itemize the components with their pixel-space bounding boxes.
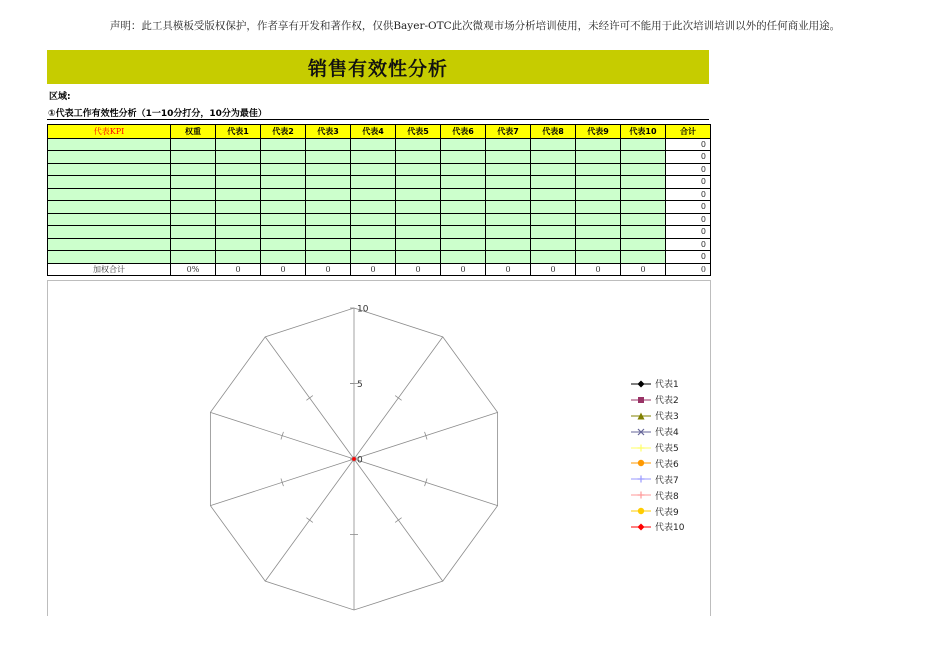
legend-marker-square-icon <box>631 395 651 405</box>
weighted-total-rep-7: 0 <box>486 263 531 276</box>
table-row <box>48 151 711 164</box>
legend-label: 代表3 <box>655 412 679 423</box>
kpi-name-cell[interactable] <box>48 201 171 214</box>
score-cell[interactable] <box>531 201 576 214</box>
header-rep-2: 代表2 <box>261 125 306 139</box>
score-cell[interactable] <box>531 251 576 264</box>
score-cell[interactable] <box>396 251 441 264</box>
legend-marker-circle-icon <box>631 506 651 516</box>
legend-item-rep-2 <box>631 392 684 408</box>
row-total-cell: 0 <box>666 201 711 214</box>
score-cell[interactable] <box>576 163 621 176</box>
weight-cell[interactable] <box>171 163 216 176</box>
row-total-cell: 0 <box>666 176 711 189</box>
kpi-name-cell[interactable] <box>48 251 171 264</box>
score-cell[interactable] <box>576 251 621 264</box>
score-cell[interactable] <box>486 138 531 151</box>
weighted-total-rep-2: 0 <box>261 263 306 276</box>
kpi-name-cell[interactable] <box>48 188 171 201</box>
legend-item-rep-9 <box>631 503 684 519</box>
table-row <box>48 213 711 226</box>
score-cell[interactable] <box>306 176 351 189</box>
weighted-total-sum: 0 <box>666 263 711 276</box>
score-cell[interactable] <box>216 138 261 151</box>
header-rep-10: 代表10 <box>621 125 666 139</box>
score-cell[interactable] <box>306 226 351 239</box>
score-cell[interactable] <box>261 251 306 264</box>
header-rep-6: 代表6 <box>441 125 486 139</box>
score-cell[interactable] <box>441 163 486 176</box>
header-rep-7: 代表7 <box>486 125 531 139</box>
score-cell[interactable] <box>396 201 441 214</box>
score-cell[interactable] <box>441 238 486 251</box>
section-divider <box>47 119 709 120</box>
score-cell[interactable] <box>261 226 306 239</box>
legend-marker-triangle-icon <box>631 411 651 421</box>
kpi-name-cell[interactable] <box>48 176 171 189</box>
score-cell[interactable] <box>621 251 666 264</box>
score-cell[interactable] <box>306 188 351 201</box>
score-cell[interactable] <box>351 238 396 251</box>
table-row <box>48 251 711 264</box>
chart-legend <box>631 376 684 535</box>
weighted-total-rep-6: 0 <box>441 263 486 276</box>
score-cell[interactable] <box>531 138 576 151</box>
weight-cell[interactable] <box>171 188 216 201</box>
score-cell[interactable] <box>441 176 486 189</box>
kpi-name-cell[interactable] <box>48 151 171 164</box>
header-total: 合计 <box>666 125 711 139</box>
legend-marker-plus-icon <box>631 474 651 484</box>
legend-label: 代表6 <box>655 459 679 470</box>
legend-item-rep-10 <box>631 519 684 535</box>
score-cell[interactable] <box>351 251 396 264</box>
score-cell[interactable] <box>531 238 576 251</box>
weighted-total-label: 加权合计 <box>48 263 171 276</box>
weight-cell[interactable] <box>171 238 216 251</box>
kpi-name-cell[interactable] <box>48 163 171 176</box>
score-cell[interactable] <box>486 151 531 164</box>
header-rep-4: 代表4 <box>351 125 396 139</box>
score-cell[interactable] <box>441 138 486 151</box>
score-cell[interactable] <box>576 188 621 201</box>
weight-cell[interactable] <box>171 226 216 239</box>
kpi-name-cell[interactable] <box>48 213 171 226</box>
score-cell[interactable] <box>621 213 666 226</box>
radar-axis-tick <box>395 518 401 523</box>
weighted-total-weight: 0% <box>171 263 216 276</box>
legend-item-rep-3 <box>631 408 684 424</box>
header-rep-1: 代表1 <box>216 125 261 139</box>
score-cell[interactable] <box>306 138 351 151</box>
score-cell[interactable] <box>261 201 306 214</box>
table-header-row <box>48 125 711 139</box>
legend-marker-plus-icon <box>631 490 651 500</box>
score-cell[interactable] <box>306 238 351 251</box>
score-cell[interactable] <box>216 213 261 226</box>
page-title-bar <box>47 50 709 84</box>
header-weight: 权重 <box>171 125 216 139</box>
legend-item-rep-1 <box>631 376 684 392</box>
weighted-total-rep-9: 0 <box>576 263 621 276</box>
score-cell[interactable] <box>621 188 666 201</box>
legend-marker-x-icon <box>631 427 651 437</box>
score-cell[interactable] <box>351 138 396 151</box>
legend-item-rep-8 <box>631 487 684 503</box>
radar-chart-area <box>47 280 711 616</box>
weighted-total-rep-8: 0 <box>531 263 576 276</box>
weighted-total-row <box>48 263 711 276</box>
score-cell[interactable] <box>396 238 441 251</box>
score-cell[interactable] <box>351 163 396 176</box>
row-total-cell: 0 <box>666 226 711 239</box>
score-cell[interactable] <box>351 151 396 164</box>
score-cell[interactable] <box>531 151 576 164</box>
row-total-cell: 0 <box>666 151 711 164</box>
score-cell[interactable] <box>351 226 396 239</box>
section-title: ①代表工作有效性分析（1一10分打分，10分为最佳） <box>48 109 267 119</box>
row-total-cell: 0 <box>666 251 711 264</box>
score-cell[interactable] <box>576 226 621 239</box>
radar-scale-label: 5 <box>357 380 363 390</box>
score-cell[interactable] <box>531 226 576 239</box>
weighted-total-rep-4: 0 <box>351 263 396 276</box>
score-cell[interactable] <box>396 151 441 164</box>
weight-cell[interactable] <box>171 176 216 189</box>
score-cell[interactable] <box>306 201 351 214</box>
score-cell[interactable] <box>576 138 621 151</box>
table-row <box>48 201 711 214</box>
score-cell[interactable] <box>486 201 531 214</box>
score-cell[interactable] <box>261 238 306 251</box>
legend-marker-plus-icon <box>631 443 651 453</box>
score-cell[interactable] <box>306 163 351 176</box>
legend-label: 代表7 <box>655 475 679 486</box>
score-cell[interactable] <box>621 151 666 164</box>
header-kpi: 代表KPI <box>48 125 171 139</box>
header-rep-3: 代表3 <box>306 125 351 139</box>
score-cell[interactable] <box>486 238 531 251</box>
weight-cell[interactable] <box>171 201 216 214</box>
score-cell[interactable] <box>576 176 621 189</box>
score-cell[interactable] <box>576 151 621 164</box>
radar-series-10-point <box>352 457 356 461</box>
table-row <box>48 238 711 251</box>
kpi-score-table <box>47 124 711 276</box>
score-cell[interactable] <box>486 213 531 226</box>
score-cell[interactable] <box>351 201 396 214</box>
score-cell[interactable] <box>216 238 261 251</box>
region-label: 区域: <box>49 92 71 102</box>
row-total-cell: 0 <box>666 163 711 176</box>
score-cell[interactable] <box>216 226 261 239</box>
table-row <box>48 176 711 189</box>
score-cell[interactable] <box>441 251 486 264</box>
score-cell[interactable] <box>576 213 621 226</box>
weighted-total-rep-10: 0 <box>621 263 666 276</box>
header-rep-5: 代表5 <box>396 125 441 139</box>
score-cell[interactable] <box>486 163 531 176</box>
score-cell[interactable] <box>486 188 531 201</box>
table-row <box>48 188 711 201</box>
page-title: 销售有效性分析 <box>307 57 448 80</box>
score-cell[interactable] <box>261 138 306 151</box>
score-cell[interactable] <box>621 226 666 239</box>
score-cell[interactable] <box>531 163 576 176</box>
table-row <box>48 226 711 239</box>
kpi-name-cell[interactable] <box>48 138 171 151</box>
score-cell[interactable] <box>216 201 261 214</box>
radar-axis-tick <box>395 396 401 401</box>
score-cell[interactable] <box>531 176 576 189</box>
score-cell[interactable] <box>486 226 531 239</box>
table-row <box>48 138 711 151</box>
score-cell[interactable] <box>216 251 261 264</box>
score-cell[interactable] <box>441 188 486 201</box>
row-total-cell: 0 <box>666 138 711 151</box>
legend-item-rep-6 <box>631 455 684 471</box>
score-cell[interactable] <box>261 163 306 176</box>
score-cell[interactable] <box>396 226 441 239</box>
legend-label: 代表5 <box>655 444 679 454</box>
kpi-name-cell[interactable] <box>48 226 171 239</box>
score-cell[interactable] <box>621 201 666 214</box>
legend-label: 代表1 <box>655 380 679 391</box>
score-cell[interactable] <box>216 151 261 164</box>
score-cell[interactable] <box>261 176 306 189</box>
copyright-disclaimer: 声明：此工具模板受版权保护，作者享有开发和著作权，仅供Bayer-OTC此次微观市场分析培训使用，未经许可不能用于此次培训培训以外的任何商业用途。 <box>109 20 841 32</box>
score-cell[interactable] <box>396 163 441 176</box>
score-cell[interactable] <box>441 226 486 239</box>
score-cell[interactable] <box>396 213 441 226</box>
row-total-cell: 0 <box>666 213 711 226</box>
score-cell[interactable] <box>216 176 261 189</box>
score-cell[interactable] <box>396 138 441 151</box>
score-cell[interactable] <box>531 213 576 226</box>
score-cell[interactable] <box>396 188 441 201</box>
score-cell[interactable] <box>486 176 531 189</box>
score-cell[interactable] <box>261 213 306 226</box>
radar-chart <box>48 281 710 616</box>
score-cell[interactable] <box>261 151 306 164</box>
legend-marker-circle-icon <box>631 458 651 468</box>
score-cell[interactable] <box>576 238 621 251</box>
weighted-total-rep-3: 0 <box>306 263 351 276</box>
legend-label: 代表2 <box>655 396 679 407</box>
header-rep-9: 代表9 <box>576 125 621 139</box>
score-cell[interactable] <box>351 213 396 226</box>
legend-label: 代表4 <box>655 428 679 439</box>
row-total-cell: 0 <box>666 188 711 201</box>
score-cell[interactable] <box>216 163 261 176</box>
weight-cell[interactable] <box>171 138 216 151</box>
score-cell[interactable] <box>306 151 351 164</box>
score-cell[interactable] <box>396 176 441 189</box>
score-cell[interactable] <box>351 188 396 201</box>
weighted-total-rep-1: 0 <box>216 263 261 276</box>
score-cell[interactable] <box>486 251 531 264</box>
kpi-name-cell[interactable] <box>48 238 171 251</box>
radar-axis-tick <box>306 518 312 523</box>
legend-item-rep-5 <box>631 440 684 456</box>
legend-item-rep-4 <box>631 424 684 440</box>
weight-cell[interactable] <box>171 151 216 164</box>
score-cell[interactable] <box>441 151 486 164</box>
score-cell[interactable] <box>306 251 351 264</box>
weight-cell[interactable] <box>171 251 216 264</box>
score-cell[interactable] <box>351 176 396 189</box>
score-cell[interactable] <box>216 188 261 201</box>
weight-cell[interactable] <box>171 213 216 226</box>
legend-item-rep-7 <box>631 471 684 487</box>
score-cell[interactable] <box>306 213 351 226</box>
score-cell[interactable] <box>441 201 486 214</box>
score-cell[interactable] <box>441 213 486 226</box>
score-cell[interactable] <box>621 163 666 176</box>
radar-scale-label: 0 <box>357 455 363 466</box>
table-row <box>48 163 711 176</box>
legend-marker-diamond-icon <box>631 522 651 532</box>
score-cell[interactable] <box>261 188 306 201</box>
legend-label: 代表9 <box>655 507 679 518</box>
radar-scale-label: 10 <box>357 304 369 315</box>
score-cell[interactable] <box>621 176 666 189</box>
row-total-cell: 0 <box>666 238 711 251</box>
score-cell[interactable] <box>576 201 621 214</box>
score-cell[interactable] <box>621 138 666 151</box>
legend-label: 代表8 <box>655 491 679 502</box>
score-cell[interactable] <box>531 188 576 201</box>
legend-marker-diamond-icon <box>631 379 651 389</box>
legend-label: 代表10 <box>655 523 685 534</box>
weighted-total-rep-5: 0 <box>396 263 441 276</box>
radar-axis-tick <box>306 396 312 401</box>
score-cell[interactable] <box>621 238 666 251</box>
header-rep-8: 代表8 <box>531 125 576 139</box>
